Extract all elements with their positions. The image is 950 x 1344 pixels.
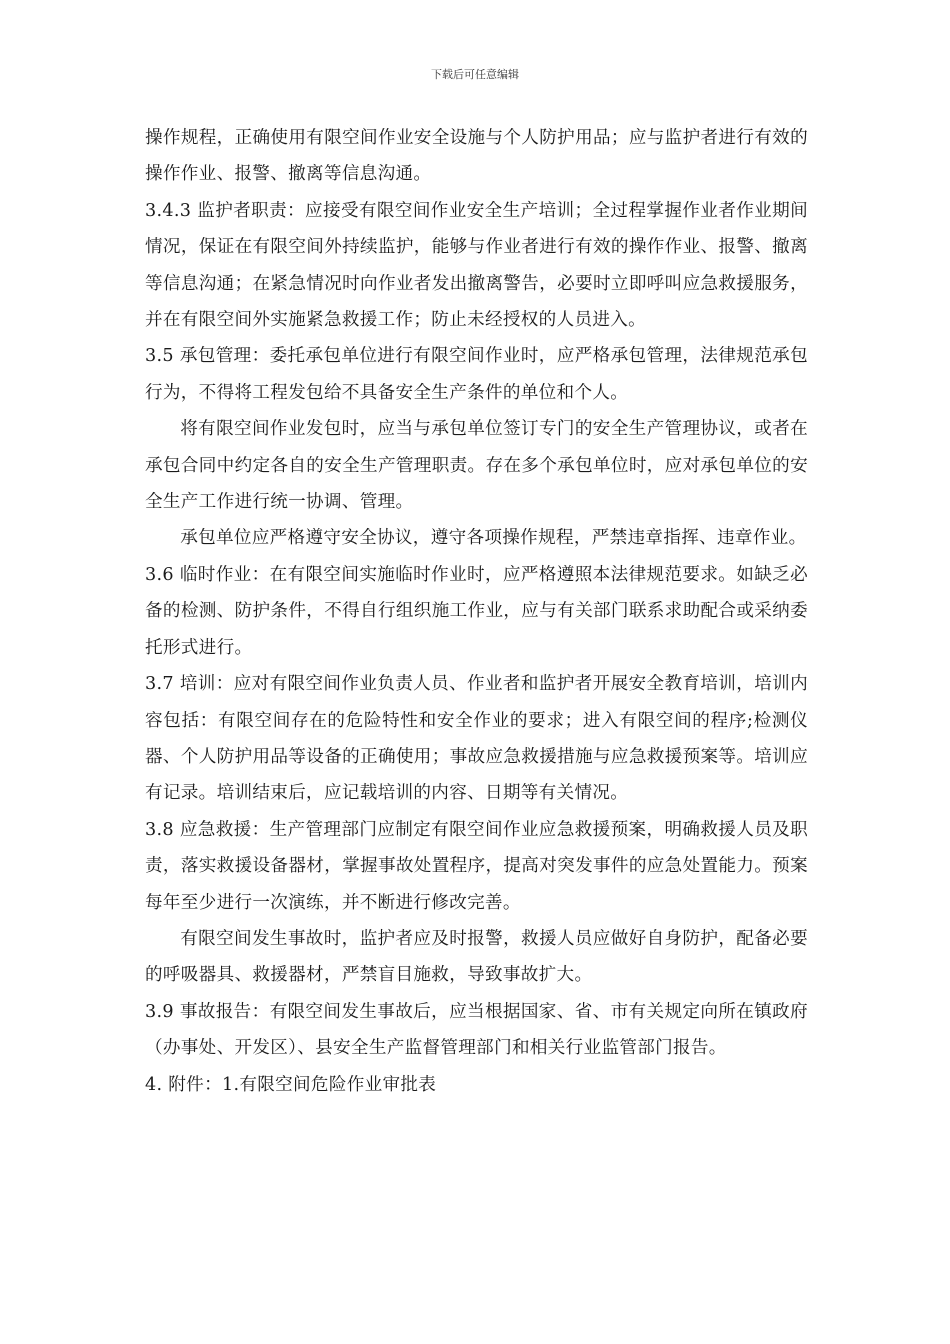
paragraph: 3.7 培训：应对有限空间作业负责人员、作业者和监护者开展安全教育培训，培训内容包括：有限空间存在的危险特性和安全作业的要求；进入有限空间的程序;检测仪器、个人防护用品等设备的正确使用；事故应急救援措施与应急救援预案等。培训应有记录。培训结束后，应记载培训的内容、日期等有关情况。 [145, 674, 808, 804]
paragraph: 3.8 应急救援：生产管理部门应制定有限空间作业应急救援预案，明确救援人员及职责，落实救援设备器材，掌握事故处置程序，提高对突发事件的应急处置能力。预案每年至少进行一次演练，并不断进行修改完善。 [145, 819, 808, 913]
paragraph: 3.9 事故报告：有限空间发生事故后，应当根据国家、省、市有关规定向所在镇政府（办事处、开发区）、县安全生产监督管理部门和相关行业监管部门报告。 [145, 1001, 808, 1059]
paragraph: 4. 附件：1.有限空间危险作业审批表 [145, 1074, 437, 1095]
paragraph: 承包单位应严格遵守安全协议，遵守各项操作规程，严禁违章指挥、违章作业。 [180, 528, 807, 549]
paragraph: 操作规程，正确使用有限空间作业安全设施与个人防护用品；应与监护者进行有效的操作作业、报警、撤离等信息沟通。 [145, 128, 808, 185]
paragraph: 3.6 临时作业：在有限空间实施临时作业时，应严格遵照本法律规范要求。如缺乏必备的检测、防护条件，不得自行组织施工作业，应与有关部门联系求助配合或采纳委托形式进行。 [145, 564, 808, 658]
page-header: 下载后可任意编辑 [431, 68, 519, 81]
paragraph: 3.5 承包管理：委托承包单位进行有限空间作业时，应严格承包管理，法律规范承包行为，不得将工程发包给不具备安全生产条件的单位和个人。 [145, 346, 808, 403]
paragraph: 3.4.3 监护者职责：应接受有限空间作业安全生产培训；全过程掌握作业者作业期间情况，保证在有限空间外持续监护，能够与作业者进行有效的操作作业、报警、撤离等信息沟通；在紧急情况时向作业者发出撤离警告，必要时立即呼叫应急救援服务，并在有限空间外实施紧急救援工作；防止未经授权的人员进入。 [145, 200, 808, 331]
paragraph: 将有限空间作业发包时，应当与承包单位签订专门的安全生产管理协议，或者在承包合同中约定各自的安全生产管理职责。存在多个承包单位时，应对承包单位的安全生产工作进行统一协调、管理。 [145, 419, 808, 513]
document-body [145, 120, 808, 1103]
paragraph: 有限空间发生事故时，监护者应及时报警，救援人员应做好自身防护，配备必要的呼吸器具、救援器材，严禁盲目施救，导致事故扩大。 [145, 928, 808, 986]
